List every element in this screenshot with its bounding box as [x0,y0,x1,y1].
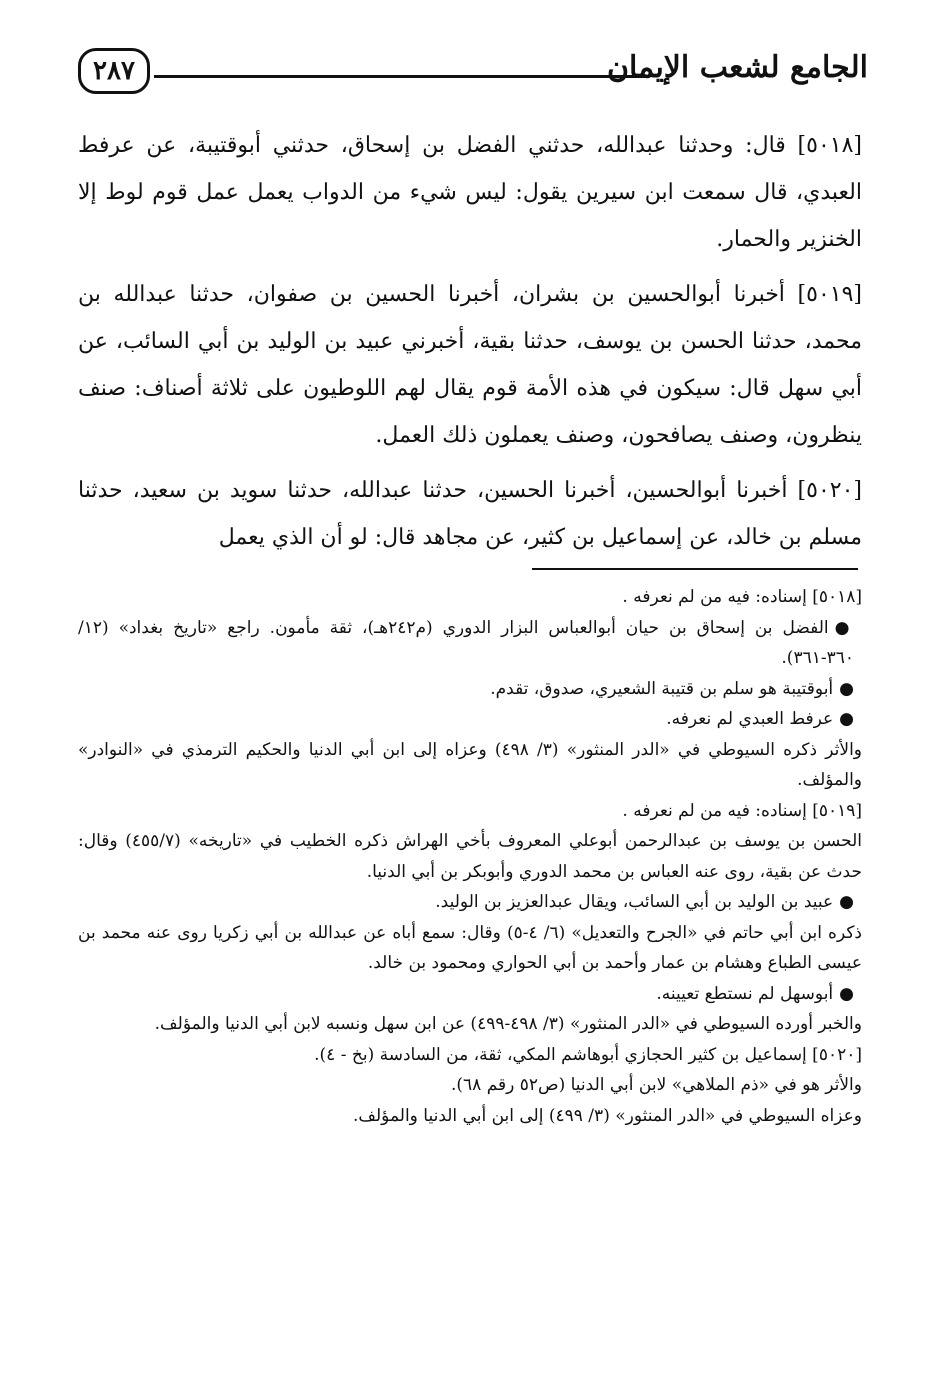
bullet-icon: ● [839,709,854,729]
footnote-5018-tail: والأثر ذكره السيوطي في «الدر المنثور» (٣/ ٤٩٨) وعزاه إلى ابن أبي الدنيا والحكيم الترمذي في «النوادر» والمؤلف. [78,739,862,790]
running-title: الجامع لشعب الإيمان [606,50,868,85]
bullet-text: الفضل بن إسحاق بن حيان أبوالعباس البزار الدوري (م٢٤٢هـ)، ثقة مأمون. راجع «تاريخ بغداد» (١٢/ ٣٦٠-٣٦١). [78,617,854,668]
bullet-text: أبوسهل لم نستطع تعيينه. [656,983,834,1004]
footnote-5020-line-2: والأثر هو في «ذم الملاهي» لابن أبي الدنيا (ص٥٢ رقم ٦٨). [450,1075,862,1095]
bullet-icon: ● [834,617,854,638]
page-header [78,44,868,104]
paragraph-5020: [٥٠٢٠] أخبرنا أبوالحسين، أخبرنا الحسين، حدثنا عبدالله، حدثنا سويد بن سعيد، حدثنا مسلم بن خالد، عن إسماعيل بن كثير، عن مجاهد قال: لو أن الذي يعمل [78,478,862,550]
main-text [78,122,862,569]
footnote-5020-line-3: وعزاه السيوطي في «الدر المنثور» (٣/ ٤٩٩) إلى ابن أبي الدنيا والمؤلف. [352,1105,862,1126]
footnote-divider [532,568,858,570]
footnote-5018-head: [٥٠١٨] إسناده: فيه من لم نعرفه . [622,587,862,607]
bullet-text: أبوقتيبة هو سلم بن قتيبة الشعيري، صدوق، تقدم. [490,678,834,699]
header-rule [154,75,646,78]
footnote-5019-bullet-1 [78,887,862,918]
bullet-text: عبيد بن الوليد بن أبي السائب، ويقال عبدالعزيز بن الوليد. [435,892,834,912]
paragraph-5018: [٥٠١٨] قال: وحدثنا عبدالله، حدثني الفضل بن إسحاق، حدثني أبوقتيبة، عن عرفط العبدي، قال سمعت ابن سيرين يقول: ليس شيء من الدواب يعمل عمل قوم لوط إلا الخنزير والحمار. [78,133,862,252]
bullet-icon: ● [839,892,854,912]
footnote-5020-head: [٥٠٢٠] إسماعيل بن كثير الحجازي أبوهاشم المكي، ثقة، من السادسة (بخ - ٤). [314,1044,862,1065]
page-number: ٢٨٧ [93,56,135,86]
footnote-5019-bullet-2 [78,979,862,1010]
bullet-icon: ● [839,983,854,1004]
bullet-text: عرفط العبدي لم نعرفه. [666,709,834,729]
paragraph-5019: [٥٠١٩] أخبرنا أبوالحسين بن بشران، أخبرنا الحسين بن صفوان، حدثنا عبدالله بن محمد، حدثنا الحسن بن يوسف، حدثنا بقية، أخبرني عبيد بن الوليد بن أبي السائب، عن أبي سهل قال: سيكون في هذه الأمة قوم يقال لهم اللوطيون على ثلاثة أصناف: صنف ينظرون، وصنف يصافحون، وصنف يعملون ذلك العمل. [78,282,862,448]
footnotes [78,582,862,1131]
footnote-5019-tail: والخبر أورده السيوطي في «الدر المنثور» (٣/ ٤٩٨-٤٩٩) عن ابن سهل ونسبه لابن أبي الدنيا والمؤلف. [154,1014,862,1034]
bullet-icon: ● [839,678,854,699]
footnote-5019-head: [٥٠١٩] إسناده: فيه من لم نعرفه . [622,800,862,821]
footnote-5018-bullet-3 [78,704,862,735]
footnote-5018-bullet-2 [78,674,862,705]
footnote-5019-p1: الحسن بن يوسف بن عبدالرحمن أبوعلي المعروف بأخي الهراش ذكره الخطيب في «تاريخه» (٤٥٥/٧) وقال: حدث عن بقية، روى عنه العباس بن محمد الدوري وأبوبكر بن أبي الدنيا. [78,831,862,882]
page-number-badge [78,48,150,94]
footnote-5020 [78,1040,862,1132]
footnote-5018-bullet-1 [78,613,862,674]
footnote-5019-p2: ذكره ابن أبي حاتم في «الجرح والتعديل» (٦/ ٤-٥) وقال: سمع أباه عن عبدالله بن أبي زكريا روى عنه محمد بن عيسى الطباع وهشام بن عمار وأحمد بن أبي الحواري ومحمود بن خالد. [78,922,863,973]
